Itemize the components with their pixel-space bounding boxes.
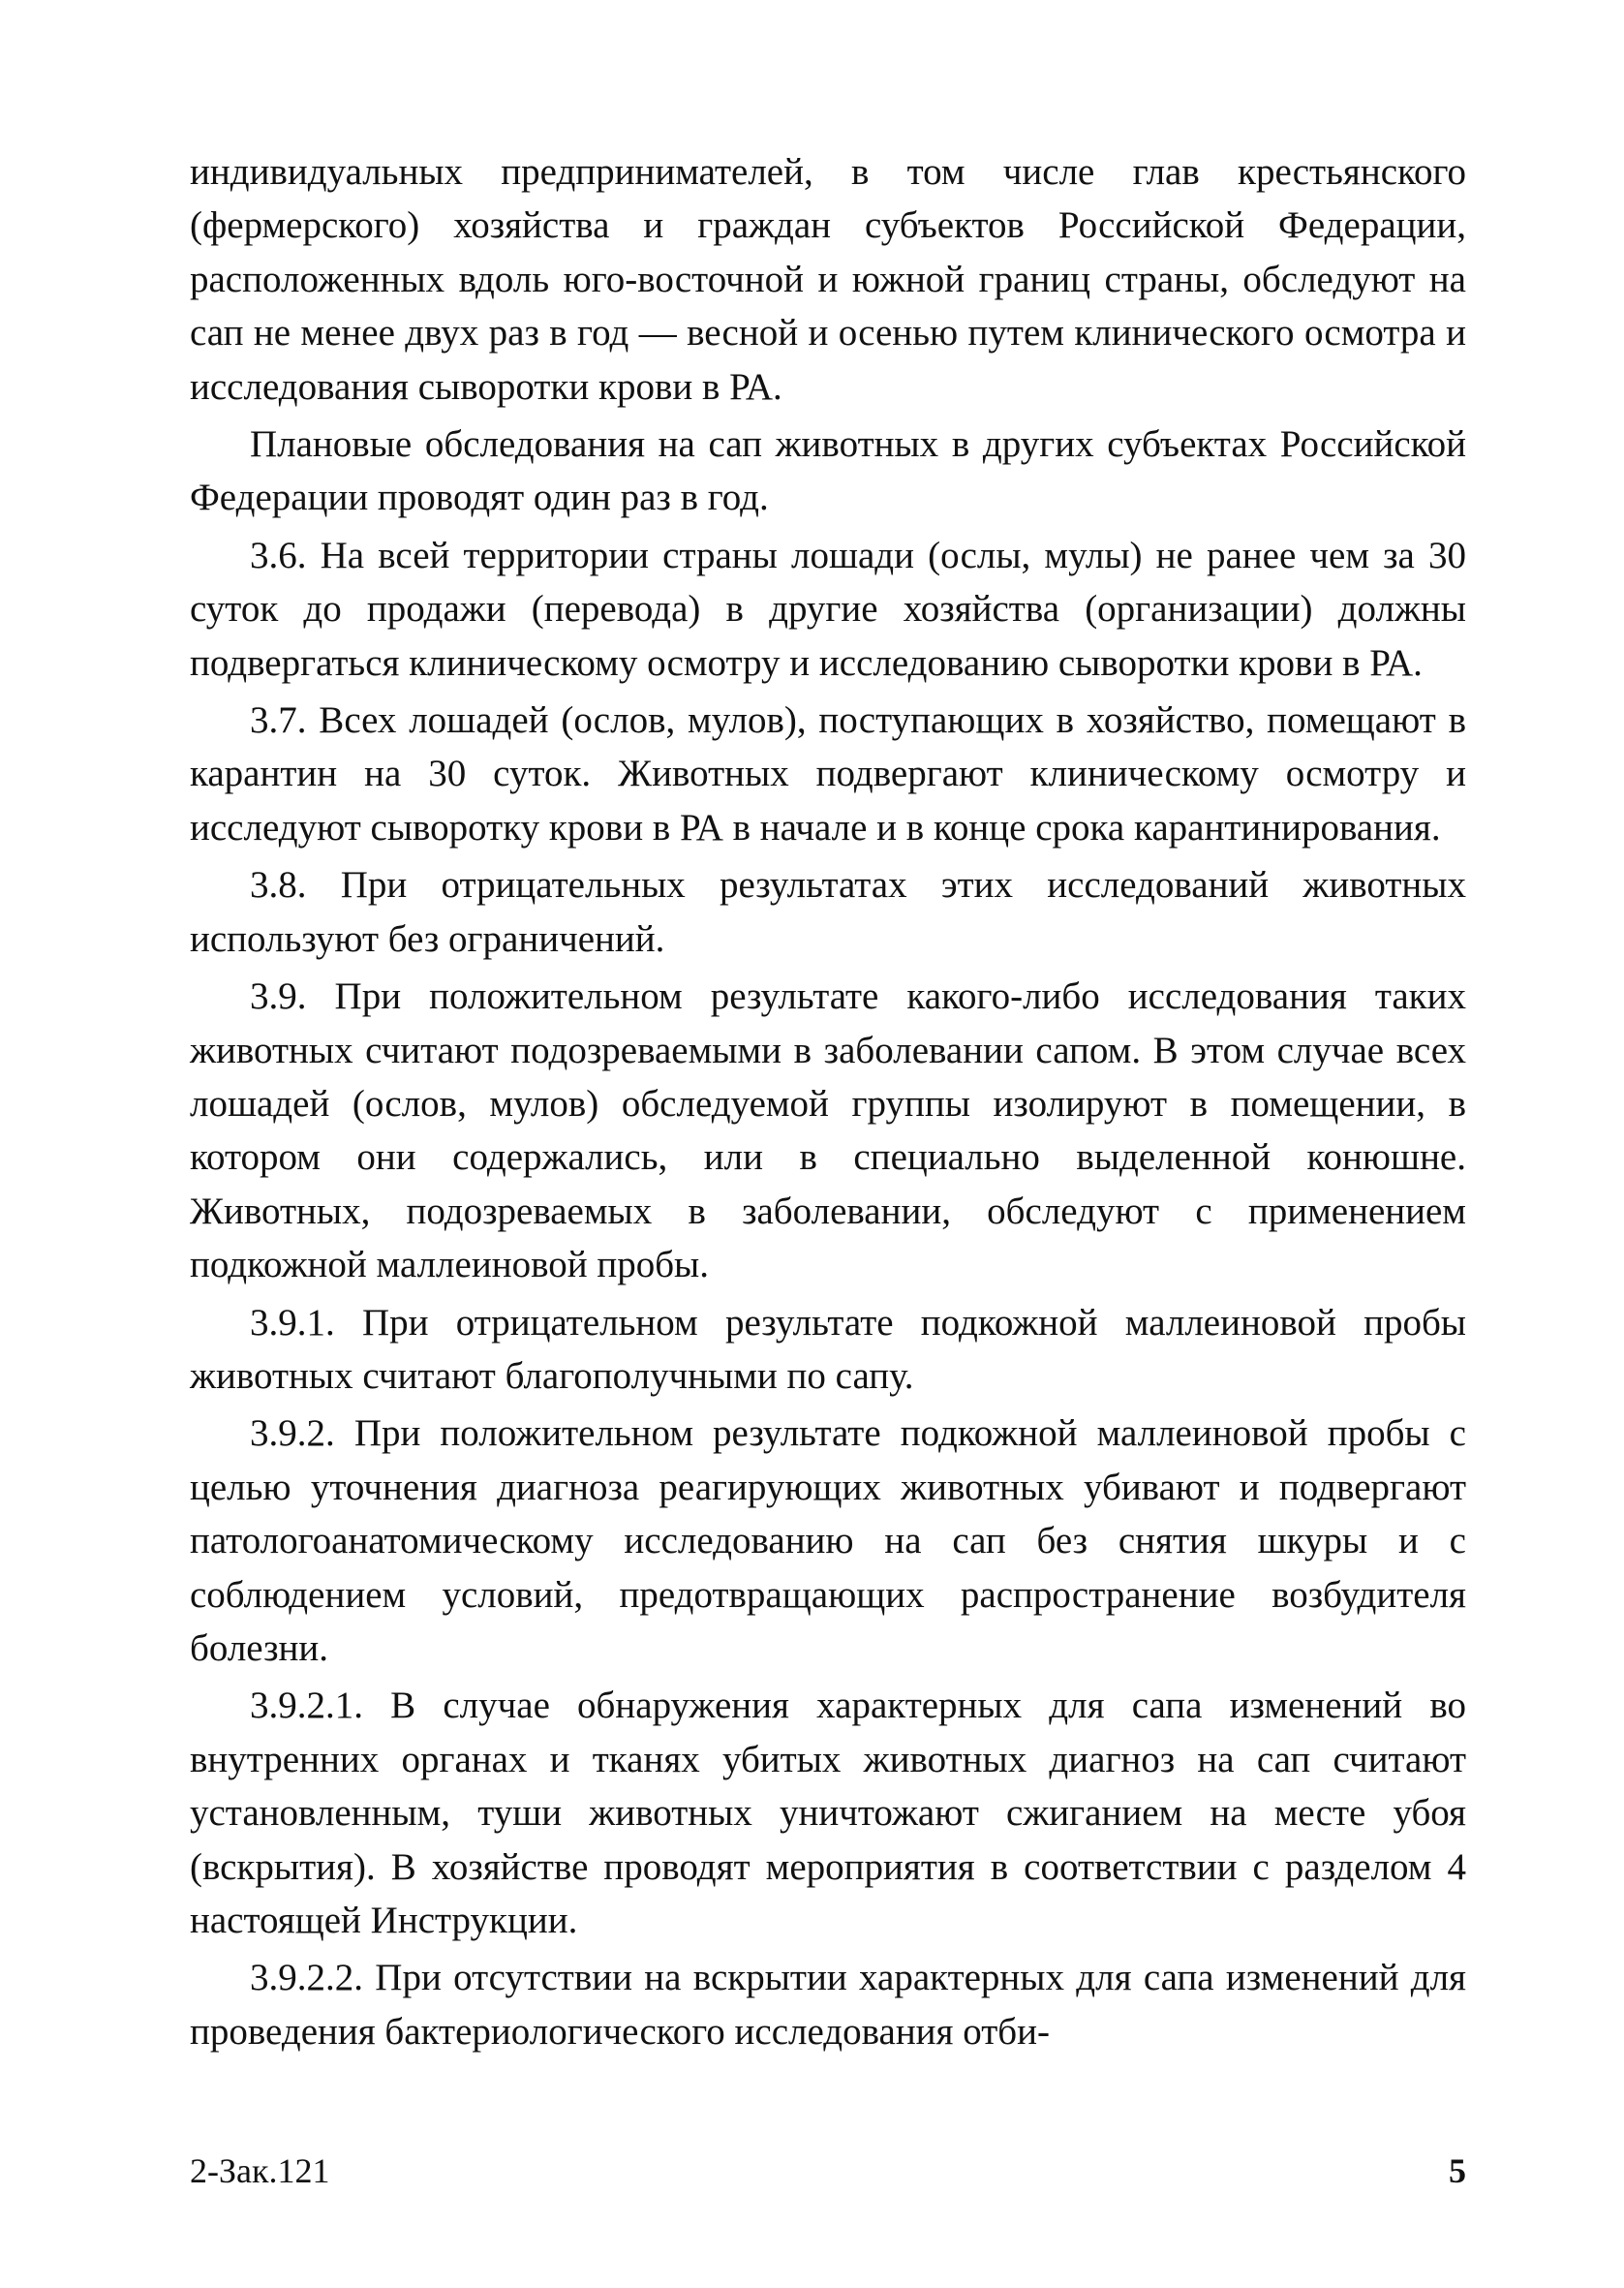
page-footer [190,2150,1466,2199]
paragraph-3-8: 3.8. При отрицательных результатах этих исследований животных используют без ограничений. [190,864,1466,960]
footer-code: 2-Зак.121 [190,2151,330,2190]
paragraph-3-6: 3.6. На всей территории страны лошади (ослы, мулы) не ранее чем за 30 суток до продажи (перевода) в другие хозяйства (организации) должны подвергаться клиническому осмотру и исследованию сыворотки крови в РА. [190,534,1466,684]
document-body [190,145,1466,2062]
paragraph-1: индивидуальных предпринимателей, в том числе глав крестьянского (фермерского) хозяйства и граждан субъектов Российской Федерации, расположенных вдоль юго-восточной и южной границ страны, обследуют на сап не менее двух раз в год — весной и осенью путем клинического осмотра и исследования сыворотки крови в РА. [190,151,1466,408]
paragraph-3-9-2-1: 3.9.2.1. В случае обнаружения характерных для сапа изменений во внутренних органах и тканях убитых животных диагноз на сап считают установленным, туши животных уничтожают сжиганием на месте убоя (вскрытия). В хозяйстве проводят мероприятия в соответствии с разделом 4 настоящей Инструкции. [190,1685,1466,1941]
paragraph-3-9: 3.9. При положительном результате какого-либо исследования таких животных считают подозреваемыми в заболевании сапом. В этом случае всех лошадей (ослов, мулов) обследуемой группы изолируют в помещении, в котором они содержались, или в специально выделенной конюшне. Животных, подозреваемых в заболевании, обследуют с применением подкожной маллеиновой пробы. [190,975,1466,1286]
paragraph-2: Плановые обследования на сап животных в других субъектах Российской Федерации проводят один раз в год. [190,423,1466,519]
paragraph-3-9-1: 3.9.1. При отрицательном результате подкожной маллеиновой пробы животных считают благополучными по сапу. [190,1301,1466,1397]
paragraph-3-7: 3.7. Всех лошадей (ослов, мулов), поступающих в хозяйство, помещают в карантин на 30 суток. Животных подвергают клиническому осмотру и исследуют сыворотку крови в РА в начале и в конце срока карантинирования. [190,699,1466,849]
paragraph-3-9-2-2: 3.9.2.2. При отсутствии на вскрытии характерных для сапа изменений для проведения бактериологического исследования отби- [190,1957,1466,2053]
paragraph-3-9-2: 3.9.2. При положительном результате подкожной маллеиновой пробы с целью уточнения диагноза реагирующих животных убивают и подвергают патологоанатомическому исследованию на сап без снятия шкуры и с соблюдением условий, предотвращающих распространение возбудителя болезни. [190,1412,1466,1669]
page-number: 5 [1449,2151,1466,2190]
